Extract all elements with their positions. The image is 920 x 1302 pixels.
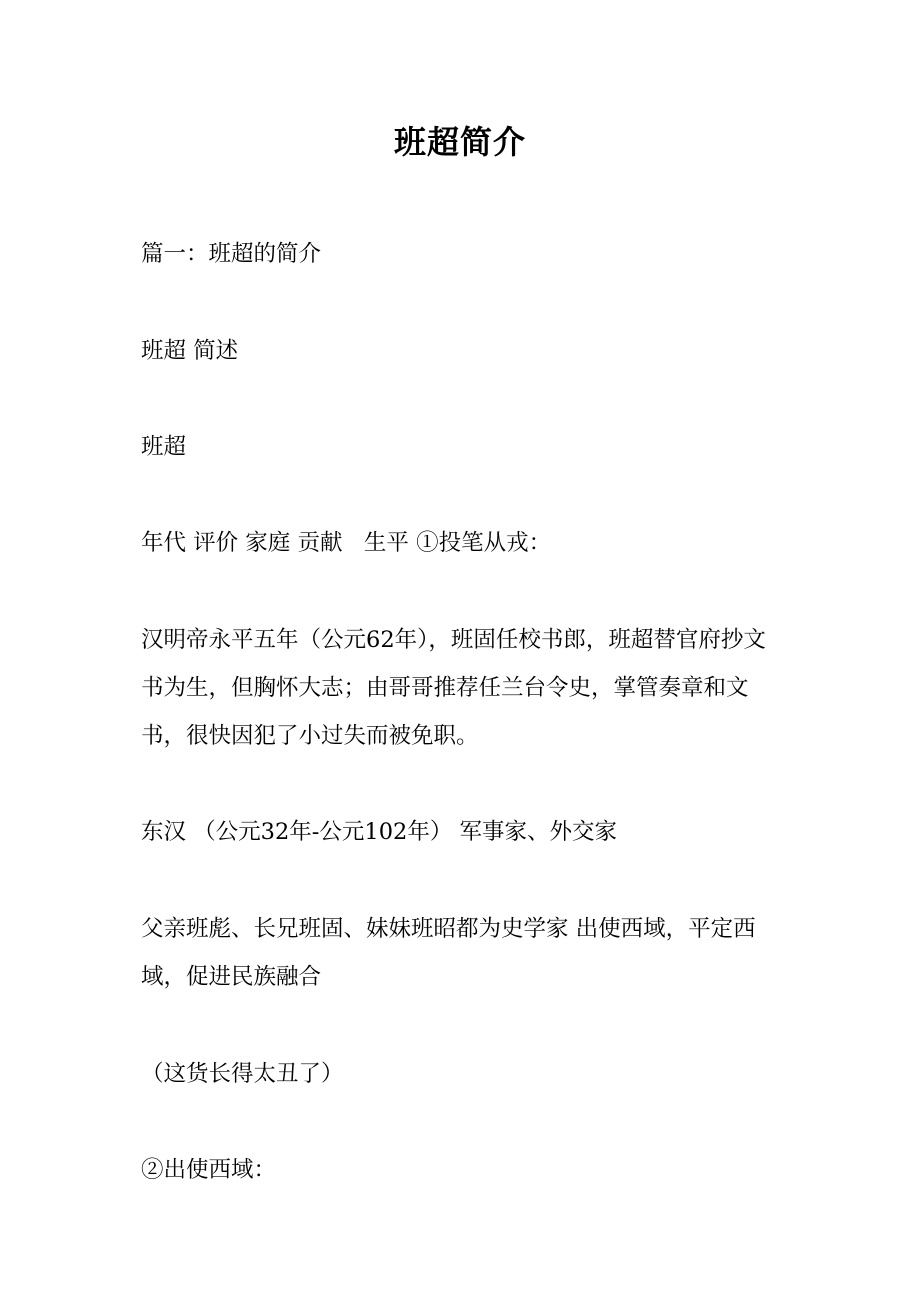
outline-line: 班超 简述 xyxy=(141,338,239,364)
paragraph-era: 东汉 （公元32年-公元102年） 军事家、外交家 xyxy=(141,819,617,845)
section-heading-western-regions: ②出使西域： xyxy=(141,1157,277,1183)
document-title: 班超简介 xyxy=(393,123,526,161)
paragraph-family: 父亲班彪、长兄班固、妹妹班昭都为史学家 出使西域，平定西域，促进民族融合 xyxy=(141,916,756,990)
outline-categories: 年代 评价 家庭 贡献 生平 ①投笔从戎： xyxy=(141,530,552,556)
paragraph-career-start: 汉明帝永平五年（公元62年），班固任校书郎，班超替官府抄文书为生，但胸怀大志；由哥哥推荐任兰台令史，掌管奏章和文书，很快因犯了小过失而被免职。 xyxy=(141,627,766,749)
subject-name: 班超 xyxy=(141,434,187,460)
section-heading: 篇一：班超的简介 xyxy=(141,241,322,267)
paragraph-remark: （这货长得太丑了） xyxy=(141,1061,344,1087)
